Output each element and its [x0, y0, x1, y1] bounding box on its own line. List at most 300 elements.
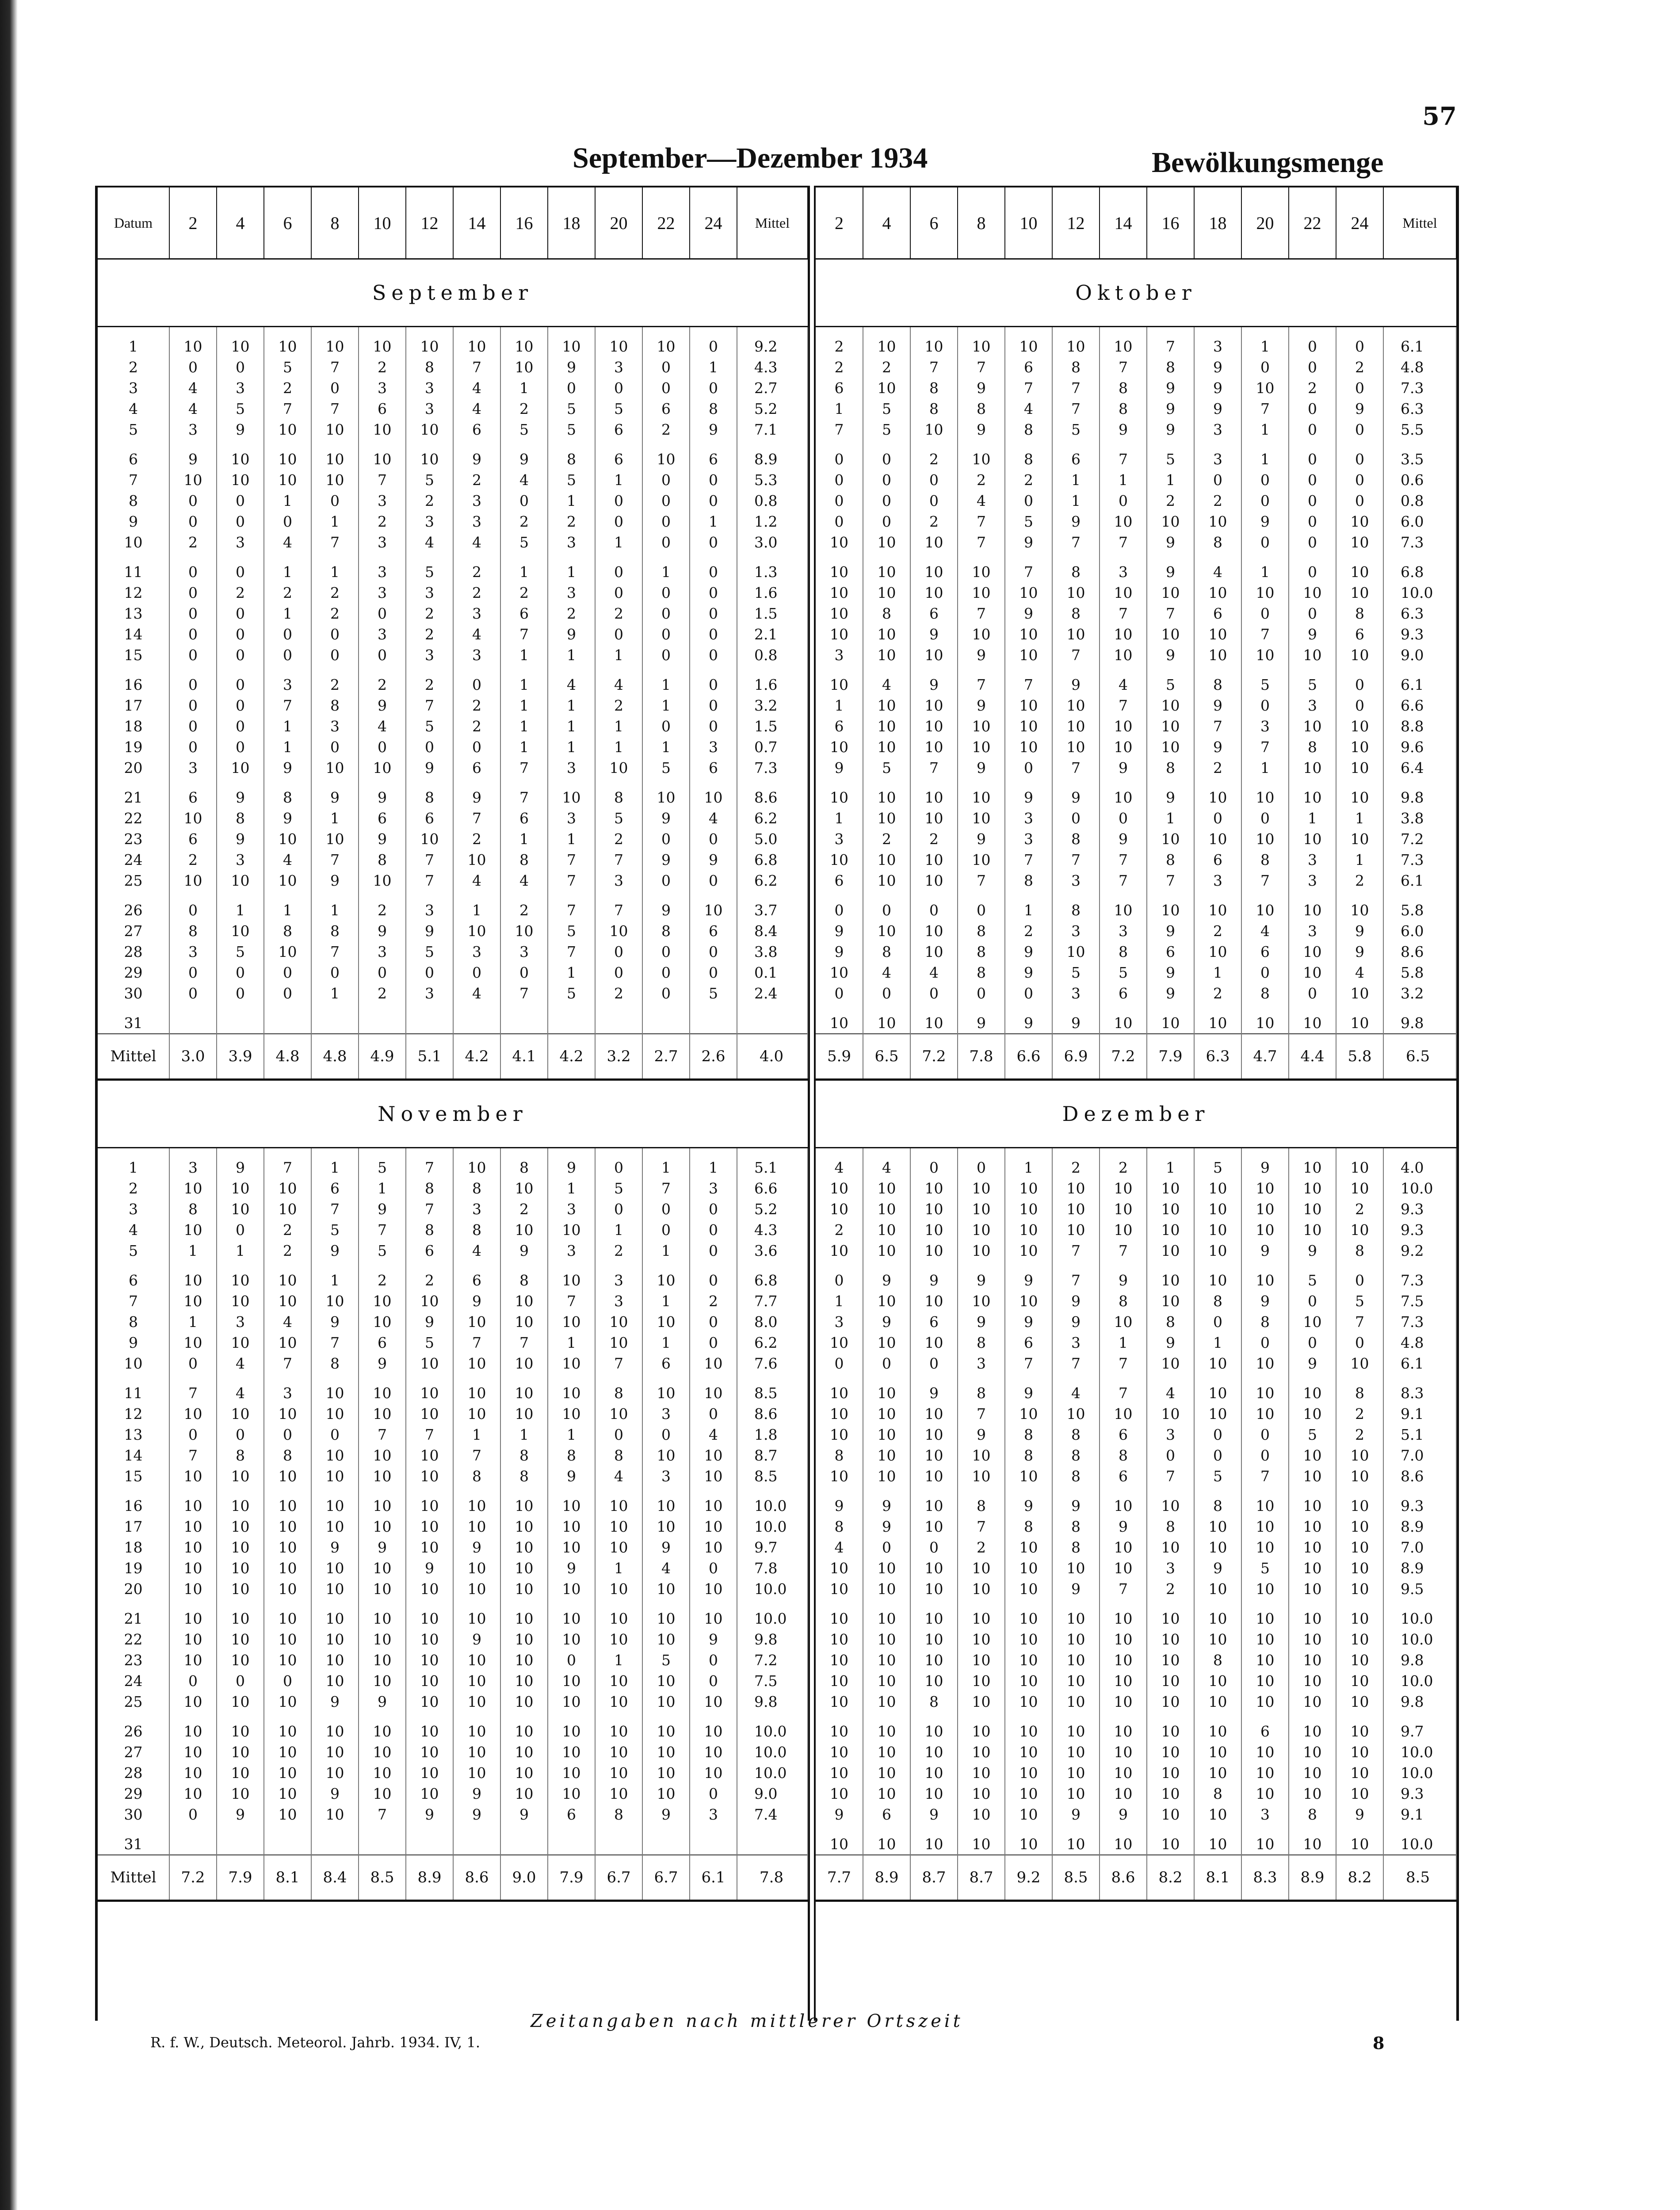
cloud-value: 0 — [217, 1220, 264, 1240]
cloud-value: 5 — [863, 757, 910, 778]
table-row — [98, 1691, 808, 1712]
cloud-value: 1 — [642, 1240, 690, 1261]
daily-mean: 1.8 — [737, 1424, 808, 1445]
cloud-value: 0 — [863, 511, 910, 532]
cloud-value: 7 — [548, 849, 595, 870]
cloud-value: 10 — [1147, 1240, 1194, 1261]
cloud-value: 0 — [169, 357, 217, 378]
cloud-value: 5 — [642, 757, 690, 778]
daily-mean: 6.0 — [1383, 511, 1456, 532]
daily-mean: 10.0 — [1383, 1671, 1456, 1691]
cloud-value: 10 — [264, 1332, 311, 1353]
cloud-value: 6 — [1100, 1424, 1147, 1445]
cloud-value: 2 — [595, 829, 642, 849]
cloud-value: 7 — [958, 1516, 1005, 1537]
cloud-value: 8 — [1194, 665, 1241, 695]
cloud-value: 10 — [1241, 1650, 1289, 1671]
cloud-value: 10 — [863, 921, 910, 941]
cloud-value: 0 — [595, 378, 642, 398]
cloud-value: 7 — [1100, 603, 1147, 624]
table-row — [98, 1825, 808, 1855]
cloud-value: 10 — [1194, 1804, 1241, 1825]
daily-mean: 10.0 — [737, 1763, 808, 1783]
day-label: 22 — [98, 808, 169, 829]
cloud-value: 1 — [264, 603, 311, 624]
cloud-value: 2 — [406, 665, 453, 695]
cloud-value: 7 — [548, 891, 595, 921]
cloud-value: 1 — [217, 1240, 264, 1261]
cloud-value: 10 — [1336, 1148, 1383, 1178]
cloud-value: 10 — [863, 1332, 910, 1353]
cloud-value: 8 — [1241, 983, 1289, 1004]
daily-mean: 1.2 — [737, 511, 808, 532]
cloud-value: 1 — [311, 891, 359, 921]
cloud-value: 10 — [1147, 1742, 1194, 1763]
cloud-value: 10 — [1005, 737, 1052, 757]
cloud-value: 0 — [1194, 1445, 1241, 1466]
cloud-value: 0 — [863, 490, 910, 511]
cloud-value: 4 — [1100, 665, 1147, 695]
cloud-value: 2 — [595, 1240, 642, 1261]
cloud-value: 7 — [1100, 849, 1147, 870]
cloud-value: 1 — [217, 891, 264, 921]
cloud-value: 0 — [264, 624, 311, 645]
cloud-value: 10 — [1289, 891, 1336, 921]
cloud-value: 9 — [359, 1691, 406, 1712]
monthly-mean: 8.6 — [1100, 1855, 1147, 1901]
cloud-value: 10 — [264, 1599, 311, 1629]
cloud-value: 10 — [500, 1311, 548, 1332]
cloud-value: 10 — [217, 1763, 264, 1783]
cloud-value: 8 — [1100, 1445, 1147, 1466]
cloud-value: 0 — [595, 962, 642, 983]
cloud-value: 10 — [958, 778, 1005, 808]
cloud-value: 10 — [595, 1537, 642, 1558]
cloud-value: 5 — [406, 1332, 453, 1353]
day-label: 16 — [98, 1487, 169, 1516]
cloud-value: 10 — [1194, 1712, 1241, 1742]
cloud-value: 1 — [453, 891, 500, 921]
monthly-mean: 2.6 — [690, 1034, 737, 1080]
cloud-value: 10 — [169, 1466, 217, 1487]
cloud-value: 9 — [217, 419, 264, 440]
cloud-value: 5 — [1289, 1424, 1336, 1445]
cloud-value: 10 — [311, 1579, 359, 1599]
cloud-value: 10 — [1289, 1148, 1336, 1178]
cloud-value: 0 — [1289, 398, 1336, 419]
day-label: 24 — [98, 1671, 169, 1691]
cloud-value: 10 — [453, 1516, 500, 1537]
cloud-value: 10 — [1241, 1516, 1289, 1537]
daily-mean: 6.1 — [1383, 870, 1456, 891]
daily-mean: 9.6 — [1383, 737, 1456, 757]
cloud-value: 10 — [217, 1261, 264, 1291]
daily-mean: 1.6 — [737, 582, 808, 603]
cloud-value: 9 — [910, 1374, 958, 1403]
day-label: 12 — [98, 582, 169, 603]
cloud-value: 0 — [169, 1353, 217, 1374]
day-label: 31 — [98, 1004, 169, 1034]
cloud-value: 8 — [958, 962, 1005, 983]
table-row — [816, 870, 1456, 891]
cloud-value: 10 — [863, 1445, 910, 1466]
cloud-value: 2 — [169, 849, 217, 870]
cloud-value: 0 — [863, 470, 910, 490]
daily-mean: 8.9 — [1383, 1516, 1456, 1537]
daily-mean: 0.1 — [737, 962, 808, 983]
daily-mean: 8.6 — [737, 778, 808, 808]
cloud-value: 0 — [217, 665, 264, 695]
cloud-value: 10 — [910, 1291, 958, 1311]
cloud-value: 10 — [1147, 624, 1194, 645]
cloud-value: 10 — [217, 1466, 264, 1487]
daily-mean: 4.3 — [737, 1220, 808, 1240]
cloud-value: 9 — [1194, 737, 1241, 757]
cloud-value: 10 — [642, 1629, 690, 1650]
daily-mean: 6.1 — [1383, 665, 1456, 695]
cloud-value: 9 — [1241, 1148, 1289, 1178]
cloud-value: 5 — [863, 398, 910, 419]
cloud-value: 9 — [1005, 1004, 1052, 1034]
cloud-value: 10 — [1147, 1220, 1194, 1240]
cloud-value: 9 — [1100, 419, 1147, 440]
cloud-value: 10 — [359, 1599, 406, 1629]
table-row — [98, 440, 808, 470]
table-row — [98, 419, 808, 440]
table-row — [816, 532, 1456, 553]
daily-mean: 10.0 — [1383, 1629, 1456, 1650]
cloud-value: 10 — [958, 1579, 1005, 1599]
daily-mean: 8.0 — [737, 1311, 808, 1332]
cloud-value: 3 — [406, 983, 453, 1004]
cloud-value: 10 — [1052, 716, 1100, 737]
cloud-value: 9 — [1052, 1804, 1100, 1825]
cloud-value: 1 — [690, 1148, 737, 1178]
cloud-value: 1 — [642, 553, 690, 582]
cloud-value: 10 — [500, 1558, 548, 1579]
cloud-value: 10 — [1241, 1579, 1289, 1599]
cloud-value: 8 — [311, 695, 359, 716]
cloud-value: 0 — [217, 983, 264, 1004]
cloud-value: 10 — [1100, 1311, 1147, 1332]
cloud-value: 10 — [1336, 511, 1383, 532]
cloud-value: 6 — [500, 603, 548, 624]
cloud-value: 10 — [863, 1199, 910, 1220]
cloud-value: 10 — [958, 1599, 1005, 1629]
cloud-value: 10 — [217, 1629, 264, 1650]
cloud-value: 10 — [1147, 1291, 1194, 1311]
cloud-value: 9 — [548, 1148, 595, 1178]
table-row — [816, 808, 1456, 829]
cloud-value: 10 — [1289, 1671, 1336, 1691]
cloud-value: 0 — [1289, 1291, 1336, 1311]
cloud-value: 3 — [406, 511, 453, 532]
cloud-value: 0 — [863, 891, 910, 921]
cloud-value: 10 — [816, 1424, 863, 1445]
cloud-value: 9 — [642, 849, 690, 870]
cloud-value: 6 — [1241, 1712, 1289, 1742]
day-label: 30 — [98, 983, 169, 1004]
cloud-value: 0 — [406, 962, 453, 983]
cloud-value: 5 — [548, 398, 595, 419]
cloud-value: 10 — [406, 1403, 453, 1424]
cloud-value: 10 — [406, 1579, 453, 1599]
cloud-value: 9 — [1336, 921, 1383, 941]
cloud-value: 10 — [169, 1629, 217, 1650]
cloud-value: 10 — [311, 1763, 359, 1783]
cloud-value: 10 — [500, 1178, 548, 1199]
cloud-value: 10 — [863, 582, 910, 603]
daily-mean: 7.3 — [1383, 532, 1456, 553]
cloud-value: 2 — [690, 1291, 737, 1311]
cloud-value: 7 — [264, 398, 311, 419]
cloud-value: 10 — [453, 1558, 500, 1579]
cloud-value: 6 — [816, 378, 863, 398]
cloud-value: 10 — [500, 1742, 548, 1763]
table-row — [816, 941, 1456, 962]
cloud-value: 10 — [548, 1516, 595, 1537]
cloud-value: 0 — [406, 737, 453, 757]
header-hour: 8 — [311, 187, 359, 259]
cloud-value: 10 — [1289, 1403, 1336, 1424]
cloud-value: 10 — [816, 1558, 863, 1579]
cloud-value: 10 — [595, 1763, 642, 1783]
cloud-value: 10 — [1289, 1599, 1336, 1629]
cloud-value: 9 — [1194, 695, 1241, 716]
cloud-value: 5 — [311, 1220, 359, 1240]
cloud-value: 10 — [264, 1516, 311, 1537]
cloud-value: 10 — [1194, 1629, 1241, 1650]
cloud-value: 10 — [958, 716, 1005, 737]
cloud-value: 8 — [1052, 1466, 1100, 1487]
cloud-value: 8 — [1336, 1374, 1383, 1403]
cloud-value: 0 — [1241, 357, 1289, 378]
daily-mean: 4.3 — [737, 357, 808, 378]
cloud-value: 0 — [500, 490, 548, 511]
cloud-value: 7 — [500, 757, 548, 778]
cloud-value: 10 — [264, 1403, 311, 1424]
cloud-value: 10 — [958, 582, 1005, 603]
cloud-value: 10 — [595, 1579, 642, 1599]
cloud-value: 3 — [359, 490, 406, 511]
cloud-value: 0 — [311, 737, 359, 757]
table-row — [816, 1783, 1456, 1804]
cloud-value: 10 — [816, 1783, 863, 1804]
cloud-value: 10 — [500, 1671, 548, 1691]
day-label: 26 — [98, 891, 169, 921]
cloud-value: 0 — [453, 665, 500, 695]
daily-mean: 1.6 — [737, 665, 808, 695]
cloud-value: 0 — [910, 891, 958, 921]
cloud-value: 10 — [595, 1712, 642, 1742]
cloud-value: 9 — [217, 1804, 264, 1825]
book-binding-edge — [0, 0, 18, 2210]
cloud-value: 4 — [500, 870, 548, 891]
cloud-value: 10 — [406, 327, 453, 357]
cloud-value: 10 — [910, 1712, 958, 1742]
cloud-value: 8 — [453, 1220, 500, 1240]
cloud-value: 10 — [406, 1516, 453, 1537]
cloud-value: 0 — [311, 378, 359, 398]
cloud-value: 2 — [169, 532, 217, 553]
cloud-value: 3 — [406, 891, 453, 921]
cloud-value: 10 — [406, 829, 453, 849]
cloud-value: 4 — [1147, 1374, 1194, 1403]
monthly-mean: 7.2 — [169, 1855, 217, 1901]
cloud-value: 9 — [548, 1466, 595, 1487]
cloud-value: 3 — [217, 849, 264, 870]
daily-mean: 6.3 — [1383, 603, 1456, 624]
cloud-value: 10 — [500, 357, 548, 378]
cloud-value: 7 — [1100, 440, 1147, 470]
cloud-value: 9 — [1241, 1291, 1289, 1311]
cloud-value: 0 — [169, 983, 217, 1004]
cloud-value: 0 — [169, 737, 217, 757]
cloud-value: 10 — [359, 1558, 406, 1579]
cloud-value: 7 — [1052, 757, 1100, 778]
cloud-value: 10 — [910, 645, 958, 665]
cloud-value: 0 — [1336, 490, 1383, 511]
page-title: September—Dezember 1934 — [573, 142, 928, 174]
cloud-value: 8 — [1336, 1240, 1383, 1261]
cloud-value: 0 — [359, 737, 406, 757]
cloud-value: 9 — [500, 440, 548, 470]
cloud-value: 9 — [1241, 511, 1289, 532]
cloud-value: 0 — [642, 357, 690, 378]
cloud-value: 0 — [690, 695, 737, 716]
cloud-value: 10 — [217, 1691, 264, 1712]
cloud-value: 2 — [958, 470, 1005, 490]
table-row — [98, 1445, 808, 1466]
cloud-value: 0 — [1241, 1332, 1289, 1353]
cloud-value: 5 — [1147, 665, 1194, 695]
cloud-value: 0 — [264, 1424, 311, 1445]
cloud-value: 3 — [453, 1199, 500, 1220]
cloud-value: 10 — [690, 1691, 737, 1712]
cloud-value: 6 — [816, 870, 863, 891]
cloud-value: 10 — [359, 1291, 406, 1311]
cloud-value: 9 — [453, 778, 500, 808]
monthly-mean: 8.6 — [453, 1855, 500, 1901]
cloud-value: 10 — [169, 1742, 217, 1763]
cloud-value: 0 — [264, 1671, 311, 1691]
cloud-value: 5 — [548, 921, 595, 941]
cloud-value: 9 — [169, 440, 217, 470]
table-row — [816, 1353, 1456, 1374]
cloud-value: 10 — [169, 1178, 217, 1199]
cloud-value: 0 — [690, 490, 737, 511]
cloud-value: 6 — [406, 1240, 453, 1261]
cloud-value: 8 — [406, 1178, 453, 1199]
table-row — [98, 1424, 808, 1445]
cloud-value: 10 — [1100, 1220, 1147, 1240]
cloud-value: 2 — [264, 378, 311, 398]
cloud-value: 6 — [359, 808, 406, 829]
cloud-value: 10 — [1052, 1403, 1100, 1424]
cloud-value: 10 — [311, 1650, 359, 1671]
cloud-value: 0 — [1241, 532, 1289, 553]
cloud-value: 9 — [863, 1487, 910, 1516]
cloud-value: 6 — [1194, 603, 1241, 624]
cloud-value: 9 — [1336, 1804, 1383, 1825]
monthly-mean: 8.2 — [1336, 1855, 1383, 1901]
cloud-value: 10 — [595, 1487, 642, 1516]
monthly-mean: 4.2 — [453, 1034, 500, 1080]
cloud-value: 8 — [690, 398, 737, 419]
cloud-value: 5 — [1005, 511, 1052, 532]
cloud-value: 3 — [595, 1291, 642, 1311]
day-label: 18 — [98, 1537, 169, 1558]
table-row — [816, 378, 1456, 398]
cloud-value: 1 — [1005, 1148, 1052, 1178]
cloud-value: 7 — [1100, 1579, 1147, 1599]
cloud-value: 8 — [642, 921, 690, 941]
cloud-value: 10 — [863, 1424, 910, 1445]
daily-mean: 6.6 — [737, 1178, 808, 1199]
cloud-value: 0 — [1100, 490, 1147, 511]
cloud-value: 9 — [311, 778, 359, 808]
cloud-value: 10 — [1052, 1199, 1100, 1220]
cloud-value: 0 — [169, 1671, 217, 1691]
cloud-value: 0 — [169, 582, 217, 603]
cloud-value: 8 — [910, 378, 958, 398]
cloud-value: 0 — [1241, 490, 1289, 511]
daily-mean: 5.3 — [737, 470, 808, 490]
daily-mean: 2.4 — [737, 983, 808, 1004]
cloud-value: 10 — [359, 1742, 406, 1763]
cloud-value: 10 — [958, 1825, 1005, 1855]
cloud-value: 0 — [1336, 419, 1383, 440]
cloud-value: 10 — [910, 532, 958, 553]
table-row — [816, 695, 1456, 716]
cloud-value: 0 — [1289, 440, 1336, 470]
cloud-value: 8 — [1194, 1650, 1241, 1671]
cloud-value: 10 — [1147, 1783, 1194, 1804]
cloud-value: 10 — [1194, 1240, 1241, 1261]
cloud-value: 6 — [1336, 624, 1383, 645]
cloud-value: 9 — [863, 1516, 910, 1537]
footer-signature-number: 8 — [1373, 2033, 1385, 2053]
cloud-value: 0 — [169, 511, 217, 532]
cloud-value: 10 — [910, 1516, 958, 1537]
header-mittel: Mittel — [1383, 187, 1456, 259]
cloud-value: 10 — [1052, 1763, 1100, 1783]
cloud-value: 10 — [217, 870, 264, 891]
cloud-value: 6 — [642, 1353, 690, 1374]
cloud-value: 0 — [642, 624, 690, 645]
cloud-value: 10 — [311, 829, 359, 849]
cloud-value: 1 — [264, 891, 311, 921]
daily-mean: 7.3 — [1383, 1311, 1456, 1332]
cloud-value: 10 — [1100, 1537, 1147, 1558]
cloud-value: 8 — [1052, 1516, 1100, 1537]
cloud-value: 8 — [1241, 1311, 1289, 1332]
daily-mean: 5.1 — [1383, 1424, 1456, 1445]
monthly-mean: 7.7 — [816, 1855, 863, 1901]
table-row — [816, 1424, 1456, 1445]
cloud-value: 10 — [548, 1691, 595, 1712]
cloud-value: 9 — [816, 1487, 863, 1516]
cloud-value: 10 — [1289, 1558, 1336, 1579]
cloud-value: 9 — [453, 1291, 500, 1311]
cloud-value: 10 — [1194, 1261, 1241, 1291]
cloud-value: 10 — [1100, 1671, 1147, 1691]
cloud-value: 10 — [406, 1291, 453, 1311]
table-row — [98, 1558, 808, 1579]
cloud-value: 3 — [359, 624, 406, 645]
cloud-value: 9 — [264, 808, 311, 829]
cloud-value: 0 — [217, 1424, 264, 1445]
